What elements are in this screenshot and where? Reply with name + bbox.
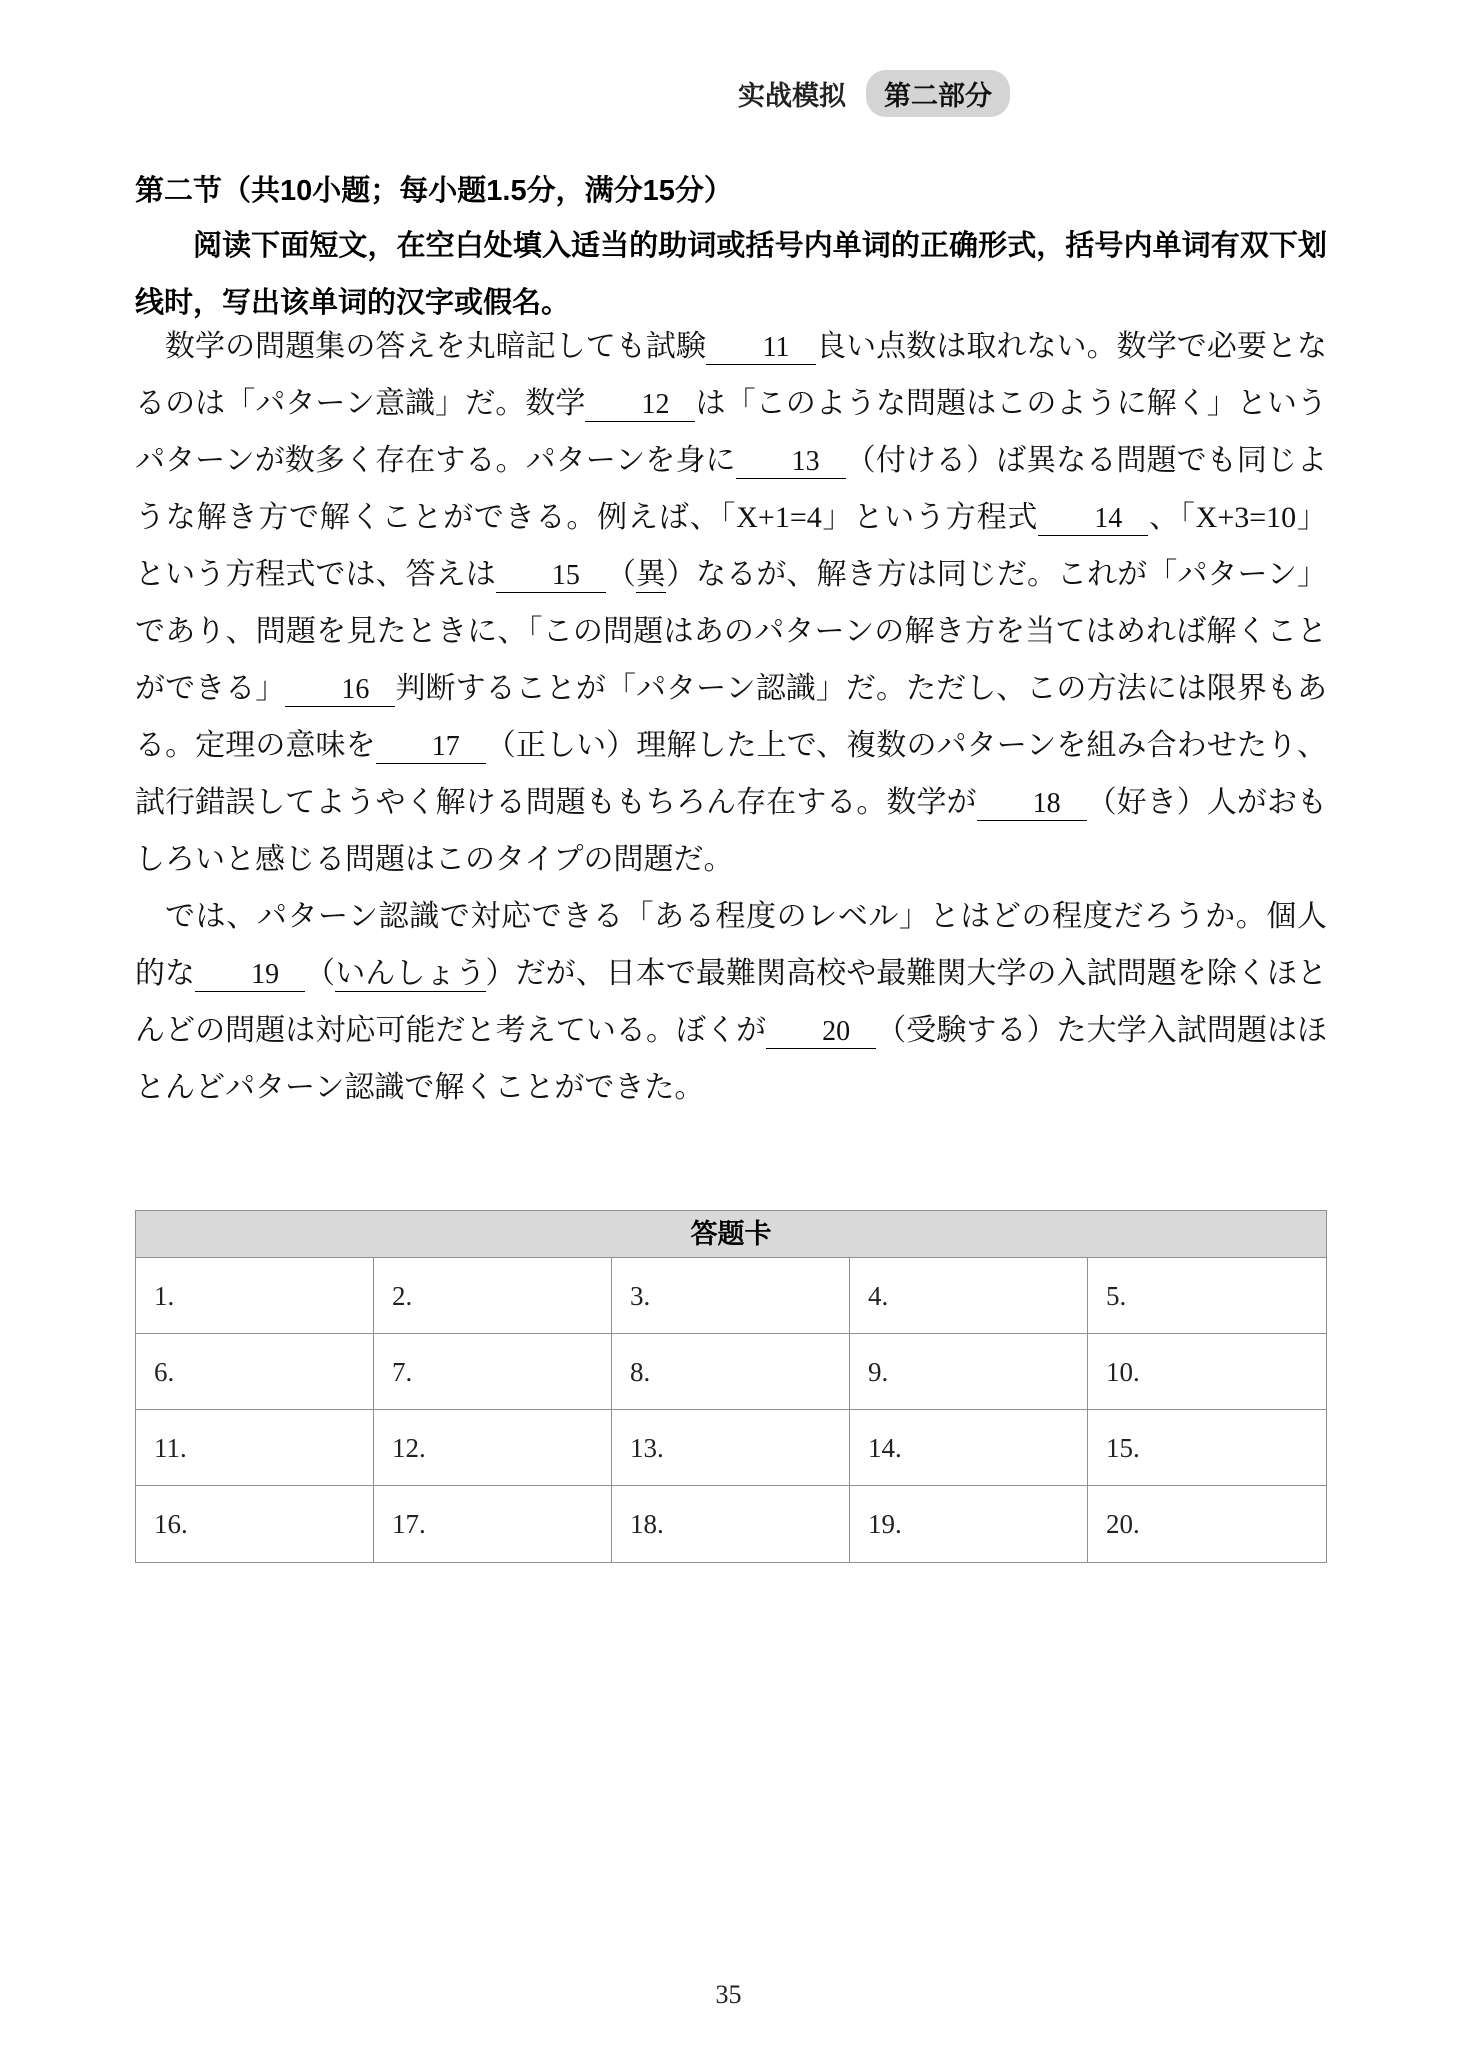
answer-cell: 19. xyxy=(850,1486,1088,1562)
answer-cell: 13. xyxy=(612,1410,850,1486)
page-header xyxy=(0,70,1010,117)
answer-cell: 4. xyxy=(850,1258,1088,1334)
fill-in-blank-12: 12 xyxy=(585,389,695,422)
section-title: 第二节（共10小题；每小题1.5分，满分15分） xyxy=(135,175,733,207)
underlined-word: いんしょう xyxy=(335,957,486,990)
passage-paragraph: では、パターン認識で対応できる「ある程度のレベル」とはどの程度だろうか。個人的な 19 （いんしょう）だが、日本で最難関高校や最難関大学の入試問題を除くほとんどの問題は対応可能だと考えている。ぼくが 20 （受験する）た大学入試問題はほとんどパターン認識で解くことができた。 xyxy=(135,900,1328,1104)
answer-cell: 14. xyxy=(850,1410,1088,1486)
fill-in-blank-13: 13 xyxy=(736,446,846,479)
answer-cell: 9. xyxy=(850,1334,1088,1410)
answer-cell: 5. xyxy=(1088,1258,1326,1334)
answer-cell: 17. xyxy=(374,1486,612,1562)
underlined-word: 異 xyxy=(636,558,667,591)
fill-in-blank-20: 20 xyxy=(766,1016,876,1049)
fill-in-blank-14: 14 xyxy=(1038,503,1148,536)
answer-cell: 11. xyxy=(136,1410,374,1486)
answer-cell: 2. xyxy=(374,1258,612,1334)
answer-cell: 16. xyxy=(136,1486,374,1562)
answer-grid xyxy=(135,1257,1327,1563)
header-section-label: 实战模拟 xyxy=(738,81,846,111)
instructions-text: 阅读下面短文，在空白处填入适当的助词或括号内单词的正确形式，括号内单词有双下划线时，写出该单词的汉字或假名。 xyxy=(135,230,1327,319)
fill-in-blank-17: 17 xyxy=(376,731,486,764)
answer-cell: 6. xyxy=(136,1334,374,1410)
answer-cell: 18. xyxy=(612,1486,850,1562)
answer-cell: 8. xyxy=(612,1334,850,1410)
answer-cell: 3. xyxy=(612,1258,850,1334)
header-part-badge: 第二部分 xyxy=(866,70,1010,117)
answer-sheet-title: 答题卡 xyxy=(135,1210,1327,1257)
answer-cell: 10. xyxy=(1088,1334,1326,1410)
answer-cell: 20. xyxy=(1106,1509,1140,1539)
answer-cell: 12. xyxy=(374,1410,612,1486)
fill-in-blank-15: 15 xyxy=(496,560,606,593)
fill-in-blank-19: 19 xyxy=(195,959,305,992)
fill-in-blank-18: 18 xyxy=(977,788,1087,821)
fill-in-blank-16: 16 xyxy=(285,674,395,707)
answer-sheet xyxy=(135,1210,1327,1563)
answer-cell: 7. xyxy=(374,1334,612,1410)
passage xyxy=(135,318,1327,1116)
page-number: 35 xyxy=(715,1980,742,2009)
fill-in-blank-11: 11 xyxy=(706,332,816,365)
passage-paragraph: 数学の問題集の答えを丸暗記しても試験 11 良い点数は取れない。数学で必要となるのは「パターン意識」だ。数学 12 は「このような問題はこのように解く」というパターンが数多く存在する。パターンを身に 13 （付ける）ば異なる問題でも同じような解き方で解くことができる。例えば、「X+1=4」という方程式 14 、「X+3=10」という方程式では、答えは 15 （異）なるが、解き方は同じだ。これが「パターン」であり、問題を見たときに、「この問題はあのパターンの解き方を当てはめれば解くことができる」 16 判断することが「パターン認識」だ。ただし、この方法には限界もある。定理の意味を 17 （正しい）理解した上で、複数のパターンを組み合わせたり、試行錯誤してようやく解ける問題ももちろん存在する。数学が 18 （好き）人がおもしろいと感じる問題はこのタイプの問題だ。 xyxy=(135,330,1328,876)
answer-cell: 1. xyxy=(136,1258,374,1334)
answer-cell: 15. xyxy=(1088,1410,1326,1486)
